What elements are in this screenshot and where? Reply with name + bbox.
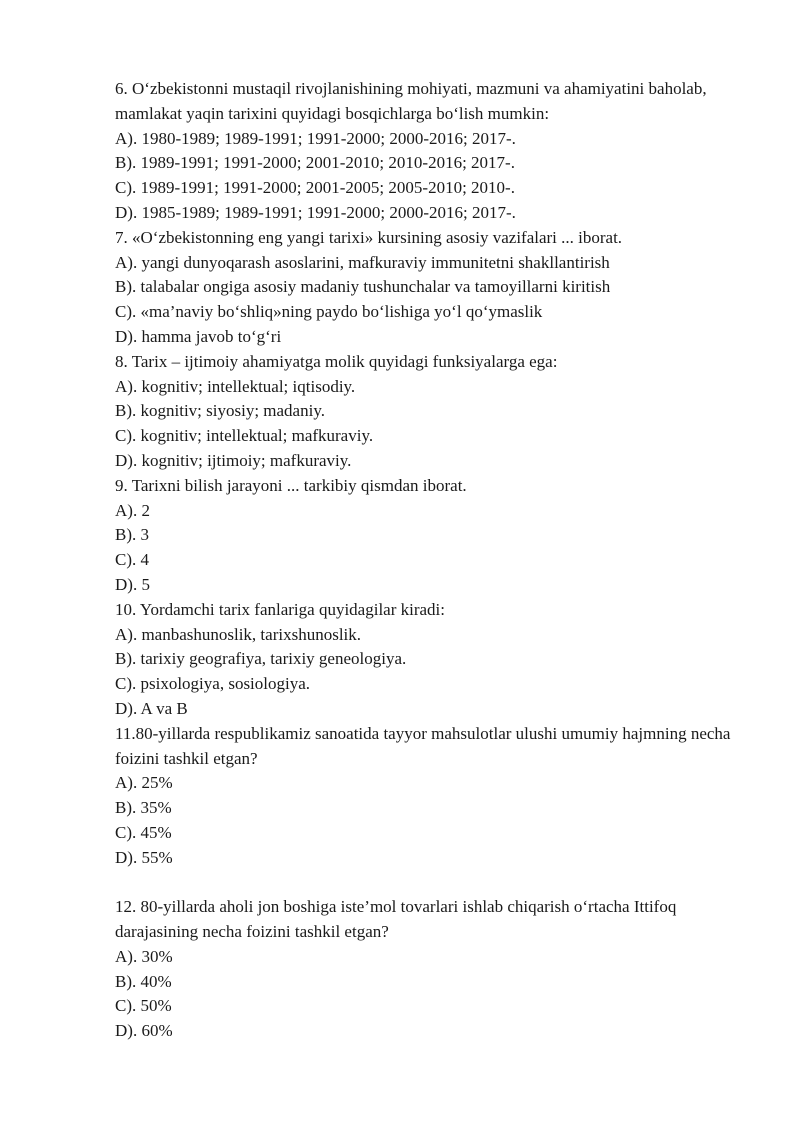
blank-line	[115, 871, 755, 896]
question-10	[115, 598, 755, 722]
answer-option: D). 1985-1989; 1989-1991; 1991-2000; 2000-2016; 2017-.	[115, 202, 516, 222]
question-stem: 6. O‘zbekistonni mustaqil rivojlanishining mohiyati, mazmuni va ahamiyatini baholab, mamlakat yaqin tarixini quyidagi bosqichlarga bo‘lish mumkin:	[115, 79, 707, 123]
answer-option: A). manbashunoslik, tarixshunoslik.	[115, 624, 362, 644]
answer-option: A). kognitiv; intellektual; iqtisodiy.	[115, 376, 356, 396]
answer-option: B). 40%	[115, 971, 172, 991]
question-7	[115, 226, 755, 350]
answer-option: C). kognitiv; intellektual; mafkuraviy.	[115, 426, 374, 446]
answer-option: D). 60%	[115, 1021, 173, 1041]
question-stem: 8. Tarix – ijtimoiy ahamiyatga molik quyidagi funksiyalarga ega:	[115, 351, 558, 371]
answer-option: A). yangi dunyoqarash asoslarini, mafkuraviy immunitetni shakllantirish	[115, 252, 610, 272]
question-11	[115, 722, 755, 871]
answer-option: B). talabalar ongiga asosiy madaniy tushunchalar va tamoyillarni kiritish	[115, 277, 611, 297]
question-12	[115, 895, 755, 1044]
answer-option: A). 2	[115, 500, 150, 520]
answer-option: A). 25%	[115, 773, 173, 793]
question-stem: 9. Tarixni bilish jarayoni ... tarkibiy qismdan iborat.	[115, 475, 467, 495]
answer-option: B). tarixiy geografiya, tarixiy geneologiya.	[115, 649, 407, 669]
question-stem: 7. «O‘zbekistonning eng yangi tarixi» kursining asosiy vazifalari ... iborat.	[115, 227, 623, 247]
answer-option: C). psixologiya, sosiologiya.	[115, 674, 311, 694]
answer-option: A). 1980-1989; 1989-1991; 1991-2000; 2000-2016; 2017-.	[115, 128, 516, 148]
answer-option: C). «ma’naviy bo‘shliq»ning paydo bo‘lishiga yo‘l qo‘ymaslik	[115, 302, 543, 322]
answer-option: A). 30%	[115, 946, 173, 966]
question-stem: 12. 80-yillarda aholi jon boshiga iste’mol tovarlari ishlab chiqarish o‘rtacha Ittifoq darajasining necha foizini tashkil etgan?	[115, 897, 677, 942]
answer-option: D). 5	[115, 574, 150, 594]
document-page	[115, 77, 755, 1044]
answer-option: B). 35%	[115, 798, 172, 818]
question-stem: 10. Yordamchi tarix fanlariga quyidagilar kiradi:	[115, 599, 445, 619]
answer-option: B). kognitiv; siyosiy; madaniy.	[115, 401, 325, 421]
answer-option: D). 55%	[115, 847, 173, 867]
question-9	[115, 474, 755, 598]
answer-option: B). 3	[115, 525, 149, 545]
answer-option: C). 1989-1991; 1991-2000; 2001-2005; 2005-2010; 2010-.	[115, 178, 515, 198]
answer-option: C). 45%	[115, 822, 172, 842]
answer-option: C). 4	[115, 550, 149, 570]
question-8	[115, 350, 755, 474]
answer-option: D). hamma javob to‘g‘ri	[115, 326, 282, 346]
question-stem: 11.80-yillarda respublikamiz sanoatida tayyor mahsulotlar ulushi umumiy hajmning necha foizini tashkil etgan?	[115, 723, 731, 768]
question-6	[115, 77, 755, 226]
answer-option: C). 50%	[115, 996, 172, 1016]
answer-option: D). kognitiv; ijtimoiy; mafkuraviy.	[115, 450, 352, 470]
answer-option: D). A va B	[115, 698, 188, 718]
answer-option: B). 1989-1991; 1991-2000; 2001-2010; 2010-2016; 2017-.	[115, 153, 515, 173]
